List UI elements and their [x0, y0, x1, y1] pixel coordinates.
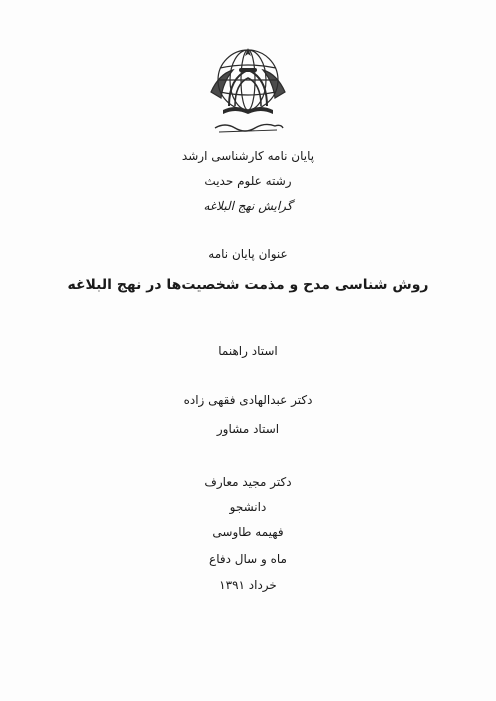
student-name: فهیمه طاوسی [212, 525, 284, 539]
supervisor-label: استاد راهنما [218, 344, 278, 358]
supervisor-name: دکتر عبدالهادی فقهی زاده [183, 393, 313, 407]
title-label: عنوان پایان نامه [208, 247, 288, 261]
defense-date: خرداد ۱۳۹۱ [219, 578, 277, 592]
field-text: رشته علوم حدیث [204, 174, 292, 188]
subfield-text: گرایش نهج البلاغه [203, 199, 293, 213]
advisor-name: دکتر مجید معارف [204, 475, 292, 489]
advisor-label: استاد مشاور [216, 422, 280, 436]
university-logo-icon [205, 44, 291, 136]
thesis-title: روش شناسی مدح و مذمت شخصیت‌ها در نهج البلاغه [67, 277, 429, 293]
defense-date-label: ماه و سال دفاع [209, 552, 287, 566]
student-label: دانشجو [229, 500, 267, 514]
degree-text: پایان نامه کارشناسی ارشد [181, 149, 315, 163]
